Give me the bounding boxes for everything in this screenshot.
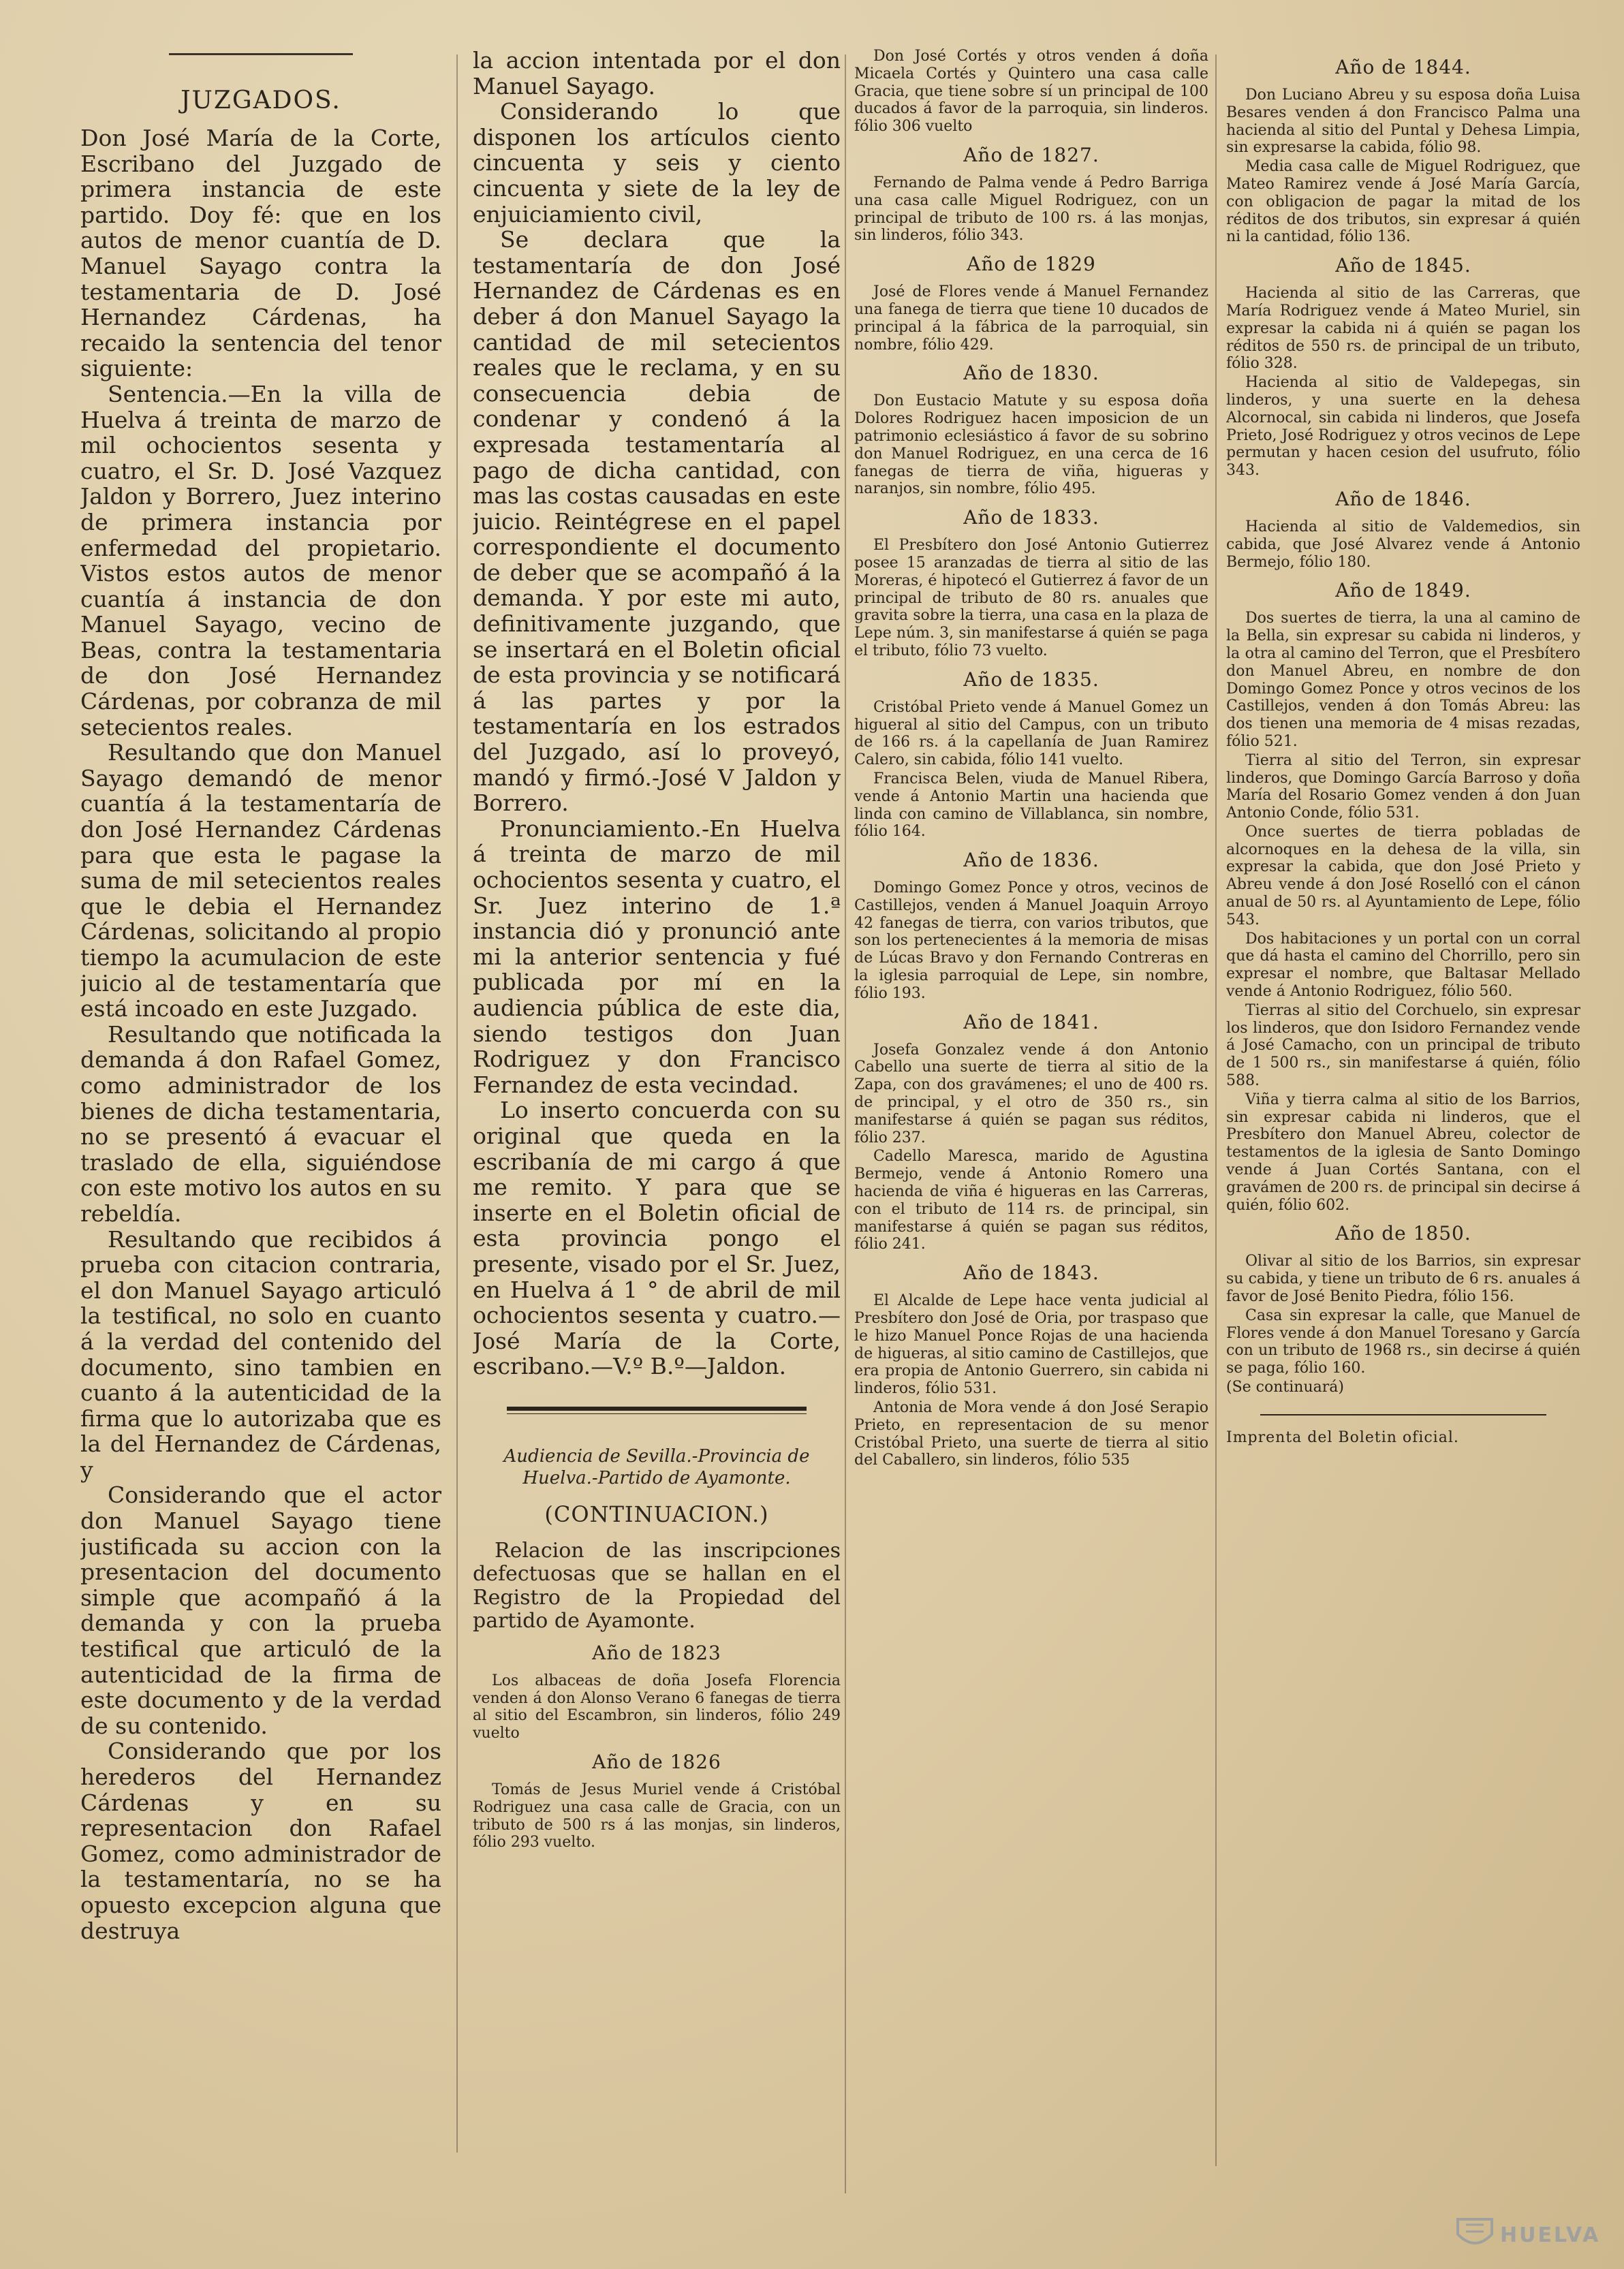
inscripciones-list (1226, 56, 1580, 1377)
year-heading: Año de 1826 (592, 1751, 721, 1774)
inscription-entry: Josefa Gonzalez vende á don Antonio Cabello una suerte de tierra al sitio de la Zapa, con dos gravámenes; el uno de 400 rs. de principal, y el otro de 350 rs., sin manifestarse á quién se pagan sus réditos, fólio 237. (854, 1041, 1208, 1146)
continuacion-label: (CONTINUACION.) (544, 1501, 769, 1527)
inscription-entry: Tierras al sitio del Corchuelo, sin expresar los linderos, que don Isidoro Fernandez vende á José Camacho, con un principal de tributo de 1 500 rs., sin manifestarse á quién, fólio 588. (1226, 1001, 1580, 1090)
paragraph: Considerando que por los herederos del Hernandez Cárdenas y en su representacion don Rafael Gomez, como administrador de la testamentaría, no se ha opuesto excepcion alguna que destruya (80, 1738, 441, 1944)
inscription-entry: Casa sin expresar la calle, que Manuel de Flores vende á don Manuel Toresano y García con un tributo de 1968 rs., sin decirse á quién se paga, fólio 160. (1226, 1306, 1580, 1377)
column-rule (456, 54, 458, 2153)
paragraph: Resultando que notificada la demanda á don Rafael Gomez, como administrador de los bienes de dicha testamentaria, no se presentó á evacuar el traslado de ella, siguiéndose con este motivo los autos en su rebeldía. (80, 1020, 441, 1227)
inscripciones-list (854, 144, 1208, 1469)
year-heading: Año de 1829 (967, 253, 1096, 276)
year-heading: Año de 1844. (1335, 56, 1471, 78)
lead-entry: Don José Cortés y otros venden á doña Micaela Cortés y Quintero una casa calle Gracia, que tiene sobre sí un principal de 100 ducados á favor de la parroquia, sin linderos. fólio 306 vuelto (854, 48, 1208, 136)
paragraph: Considerando que el actor don Manuel Sayago tiene justificada su accion con la presentacion del documento simple que acompañó á la demanda y con la prueba testifical que articuló de la autenticidad de la firma de este documento y de la verdad de su contenido. (80, 1482, 441, 1739)
paragraph: Sentencia.—En la villa de Huelva á treinta de marzo de mil ochocientos sesenta y cuatro, el Sr. D. José Vazquez Jaldon y Borrero, Juez interino de primera instancia por enfermedad del propietario. Vistos estos autos de menor cuantía á instancia de don Manuel Sayago, vecino de Beas, contra la testamentaria de don José Hernandez Cárdenas, por cobranza de mil setecientos reales. (80, 380, 441, 740)
section-rule (507, 1413, 807, 1414)
year-heading: Año de 1843. (963, 1262, 1099, 1285)
paragraph: Resultando que recibidos á prueba con citacion contraria, el don Manuel Sayago articuló la testifical, no solo en cuanto á la verdad del contenido del documento, sino tambien en cuanto á la autenticidad de la firma que lo autorizaba que es la del Hernandez de Cárdenas, y (80, 1225, 441, 1483)
year-heading: Año de 1846. (1335, 487, 1471, 510)
inscription-entry: Antonia de Mora vende á don José Serapio Prieto, en representacion de su menor Cristóbal Prieto, una suerte de tierra al sitio del Caballero, sin linderos, fólio 535 (854, 1399, 1208, 1469)
inscription-entry: Olivar al sitio de los Barrios, sin expresar su cabida, y tiene un tributo de 6 rs. anuales á favor de José Benito Piedra, fólio 156. (1226, 1253, 1580, 1306)
year-heading: Año de 1827. (963, 143, 1099, 166)
year-heading: Año de 1841. (963, 1010, 1099, 1033)
column-2 (473, 48, 841, 1853)
inscription-entry: Domingo Gomez Ponce y otros, vecinos de Castillejos, venden á Manuel Joaquin Arroyo 42 fanegas de tierra, con varios tributos, que son los pertenecientes á la memoria de misas de Lúcas Bravo y don Fernando Contreras en la iglesia parroquial de Lepe, sin nombre, fólio 193. (854, 879, 1208, 1002)
imprenta-footer: Imprenta del Boletin oficial. (1226, 1428, 1459, 1446)
inscription-entry: Don Luciano Abreu y su esposa doña Luisa Besares venden á don Francisco Palma una hacienda al sitio del Puntal y Dehesa Limpia, sin expresarse la cabida, fólio 98. (1226, 87, 1580, 157)
archive-stamp (1451, 2214, 1601, 2255)
inscription-entry: Once suertes de tierra pobladas de alcornoques en la dehesa de la villa, sin expresar la cabida, que don José Prieto y Abreu vende á don José Roselló con el cánon anual de 50 rs. al Ayuntamiento de Lepe, fólio 543. (1226, 823, 1580, 928)
inscription-entry: Media casa calle de Miguel Rodriguez, que Mateo Ramirez vende á José María García, con obligacion de pagar la mitad de los réditos de dos tributos, sin expresar á quién ni la cantidad, fólio 136. (1226, 158, 1580, 246)
inscription-entry: Dos habitaciones y un portal con un corral que dá hasta el camino del Chorrillo, pero sin expresar el nombre, que Baltasar Mellado vende á Antonio Rodriguez, fólio 560. (1226, 930, 1580, 1001)
sentence-continuation (473, 48, 841, 1379)
inscription-entry: El Presbítero don José Antonio Gutierrez posee 15 aranzadas de tierra al sitio de las Moreras, é hipotecó el Gutierrez á favor de un principal de tributo de 80 rs. anuales que gravita sobre la tierra, una casa en la plaza de Lepe núm. 3, sin manifestarse á quién se paga el tributo, fólio 73 vuelto. (854, 537, 1208, 659)
crest-icon (1451, 2214, 1499, 2252)
year-heading: Año de 1823 (592, 1641, 721, 1664)
year-heading: Año de 1835. (963, 668, 1099, 691)
inscription-entry: Hacienda al sitio de Valdepegas, sin linderos, y una suerte en la dehesa Alcornocal, sin cabida ni linderos, que Josefa Prieto, José Rodriguez y otros vecinos de Lepe permutan y hacen cesion del usufruto, fólio 343. (1226, 374, 1580, 480)
stamp-text: HUELVA (1500, 2223, 1601, 2247)
inscription-entry: José de Flores vende á Manuel Fernandez una fanega de tierra que tiene 10 ducados de principal á la fábrica de la parroquial, sin nombre, fólio 429. (854, 283, 1208, 354)
year-heading: Año de 1845. (1335, 254, 1471, 277)
paragraph: Resultando que don Manuel Sayago demandó de menor cuantía á la testamentaría de don José Hernandez Cárdenas para que esta le pagase la suma de mil setecientos reales que le debia el Hernandez Cárdenas, solicitando al propio tiempo la acumulacion de este juicio al de testamentaría que está incoado en este Juzgado. (80, 739, 441, 1022)
inscription-entry: Don Eustacio Matute y su esposa doña Dolores Rodriguez hacen imposicion de un patrimonio eclesiástico á favor de su sobrino don Manuel Rodriguez, en una cerca de 16 fanegas de tierra de viña, higueras y naranjos, sin nombre, fólio 495. (854, 392, 1208, 498)
inscription-entry: Hacienda al sitio de las Carreras, que María Rodriguez vende á Mateo Muriel, sin expresar la cabida ni á quién se pagan los réditos de 550 rs. de principal de un tributo, fólio 328. (1226, 285, 1580, 373)
year-heading: Año de 1849. (1335, 579, 1471, 602)
year-heading: Año de 1830. (963, 362, 1099, 385)
paragraph: Se declara que la testamentaría de don José Hernandez de Cárdenas es en deber á don Manuel Sayago la cantidad de mil setecientos reales que le reclama, y en su consecuencia debia de condenar y condenó á la expresada testamentaría al pago de dicha cantidad, con mas las costas causadas en este juicio. Reintégrese en el papel correspondiente el documento de deber que se acompañó á la demanda. Y por este mi auto, definitivamente juzgando, que se insertará en el Boletin oficial de esta provincia y se notificará á las partes y por la testamentaría en los estrados del Juzgado, así lo proveyó, mandó y firmó.-José V Jaldon y Borrero. (473, 226, 841, 817)
inscription-entry: Dos suertes de tierra, la una al camino de la Bella, sin expresar su cabida ni linderos, y la otra al camino del Terron, que el Presbítero don Manuel Abreu, en nombre de don Domingo Gomez Ponce y otros vecinos de los Castillejos, venden á don Tomás Abreu: las dos tienen una memoria de 4 misas rezadas, fólio 521. (1226, 610, 1580, 750)
inscription-entry: Viña y tierra calma al sitio de los Barrios, sin expresar cabida ni linderos, que el Presbítero don Manuel Abreu, colector de testamentos de la iglesia de Santo Domingo vende á Juan Cortés Santana, con el gravámen de 200 rs. de principal sin decirse á quién, fólio 602. (1226, 1091, 1580, 1214)
column-3 (854, 48, 1208, 1471)
inscription-entry: Francisca Belen, viuda de Manuel Ribera, vende á Antonio Martin una hacienda que linda con camino de Villablanca, sin nombre, fólio 164. (854, 770, 1208, 841)
inscription-entry: Tierra al sitio del Terron, sin expresar linderos, que Domingo García Barroso y doña María del Rosario Gomez venden á don Juan Antonio Conde, fólio 531. (1226, 751, 1580, 822)
inscription-entry: Cadello Maresca, marido de Agustina Bermejo, vende á Antonio Romero una hacienda de viña é higueras en las Carreras, con el tributo de 114 rs. de principal, sin manifestarse á quién se pagan sus réditos, fólio 241. (854, 1148, 1208, 1253)
juzgados-text (80, 125, 441, 1943)
paragraph: la accion intentada por el don Manuel Sayago. (473, 48, 841, 99)
paragraph: Pronunciamiento.-En Huelva á treinta de marzo de mil ochocientos sesenta y cuatro, el Sr. Juez interino de 1.ª instancia dió y pronunció ante mi la anterior sentencia y fué publicada por mí en la audiencia pública de este dia, siendo testigos don Juan Rodriguez y don Francisco Fernandez de esta vecindad. (473, 815, 841, 1098)
inscription-entry: Tomás de Jesus Muriel vende á Cristóbal Rodriguez una casa calle de Gracia, con un tributo de 500 rs á las monjas, sin linderos, fólio 293 vuelto. (473, 1781, 841, 1851)
column-rule (845, 54, 846, 2193)
paragraph: Considerando lo que disponen los artículos ciento cincuenta y seis y ciento cincuenta y siete de la ley de enjuiciamiento civil, (473, 98, 841, 228)
se-continuara-label: (Se continuará) (1226, 1379, 1344, 1396)
section-rule (169, 53, 353, 55)
year-heading: Año de 1850. (1335, 1222, 1471, 1245)
section-heading-juzgados: JUZGADOS. (181, 87, 341, 114)
year-heading: Año de 1833. (963, 506, 1099, 529)
column-rule (1215, 54, 1217, 2166)
paragraph: Lo inserto concuerda con su original que queda en la escribanía de mi cargo á que me remito. Y para que se inserte en el Boletin oficial de esta provincia pongo el presente, visado por el Sr. Juez, en Huelva á 1 ° de abril de mil ochocientos sesenta y cuatro.—José María de la Corte, escribano.—V.º B.º—Jaldon. (473, 1097, 841, 1380)
section-rule (507, 1407, 807, 1411)
inscripciones-list (473, 1642, 841, 1851)
inscription-entry: Los albaceas de doña Josefa Florencia venden á don Alonso Verano 6 fanegas de tierra al sitio del Escambron, sin linderos, fólio 249 vuelto (473, 1672, 841, 1742)
relacion-title: Relacion de las inscripciones defectuosas que se hallan en el Registro de la Propiedad del partido de Ayamonte. (473, 1538, 841, 1633)
column-1 (80, 41, 441, 1943)
year-heading: Año de 1836. (963, 849, 1099, 872)
inscription-entry: Fernando de Palma vende á Pedro Barriga una casa calle Miguel Rodriguez, con un principal de tributo de 100 rs. á las monjas, sin linderos, fólio 343. (854, 174, 1208, 245)
paragraph: Don José María de la Corte, Escribano del Juzgado de primera instancia de este partido. Doy fé: que en los autos de menor cuantía de D. Manuel Sayago contra la testamentaria de D. José Hernandez Cárdenas, ha recaido la sentencia del tenor siguiente: (80, 125, 441, 382)
section-rule (1260, 1414, 1546, 1415)
inscription-entry: Cristóbal Prieto vende á Manuel Gomez un higueral al sitio del Campus, con un tributo de 166 rs. á la capellanía de Juan Ramirez Calero, sin cabida, fólio 141 vuelto. (854, 698, 1208, 769)
inscription-entry: Hacienda al sitio de Valdemedios, sin cabida, que José Alvarez vende á Antonio Bermejo, fólio 180. (1226, 518, 1580, 571)
inscription-entry: El Alcalde de Lepe hace venta judicial al Presbítero don José de Oria, por traspaso que le hizo Manuel Ponce Rojas de una hacienda de higueras, al sitio camino de Castillejos, que era propia de Antonio Guerrero, sin cabida ni linderos, fólio 531. (854, 1292, 1208, 1398)
column-4 (1226, 48, 1580, 1448)
audiencia-heading: Audiencia de Sevilla.-Provincia de Huelva.-Partido de Ayamonte. (503, 1445, 810, 1488)
